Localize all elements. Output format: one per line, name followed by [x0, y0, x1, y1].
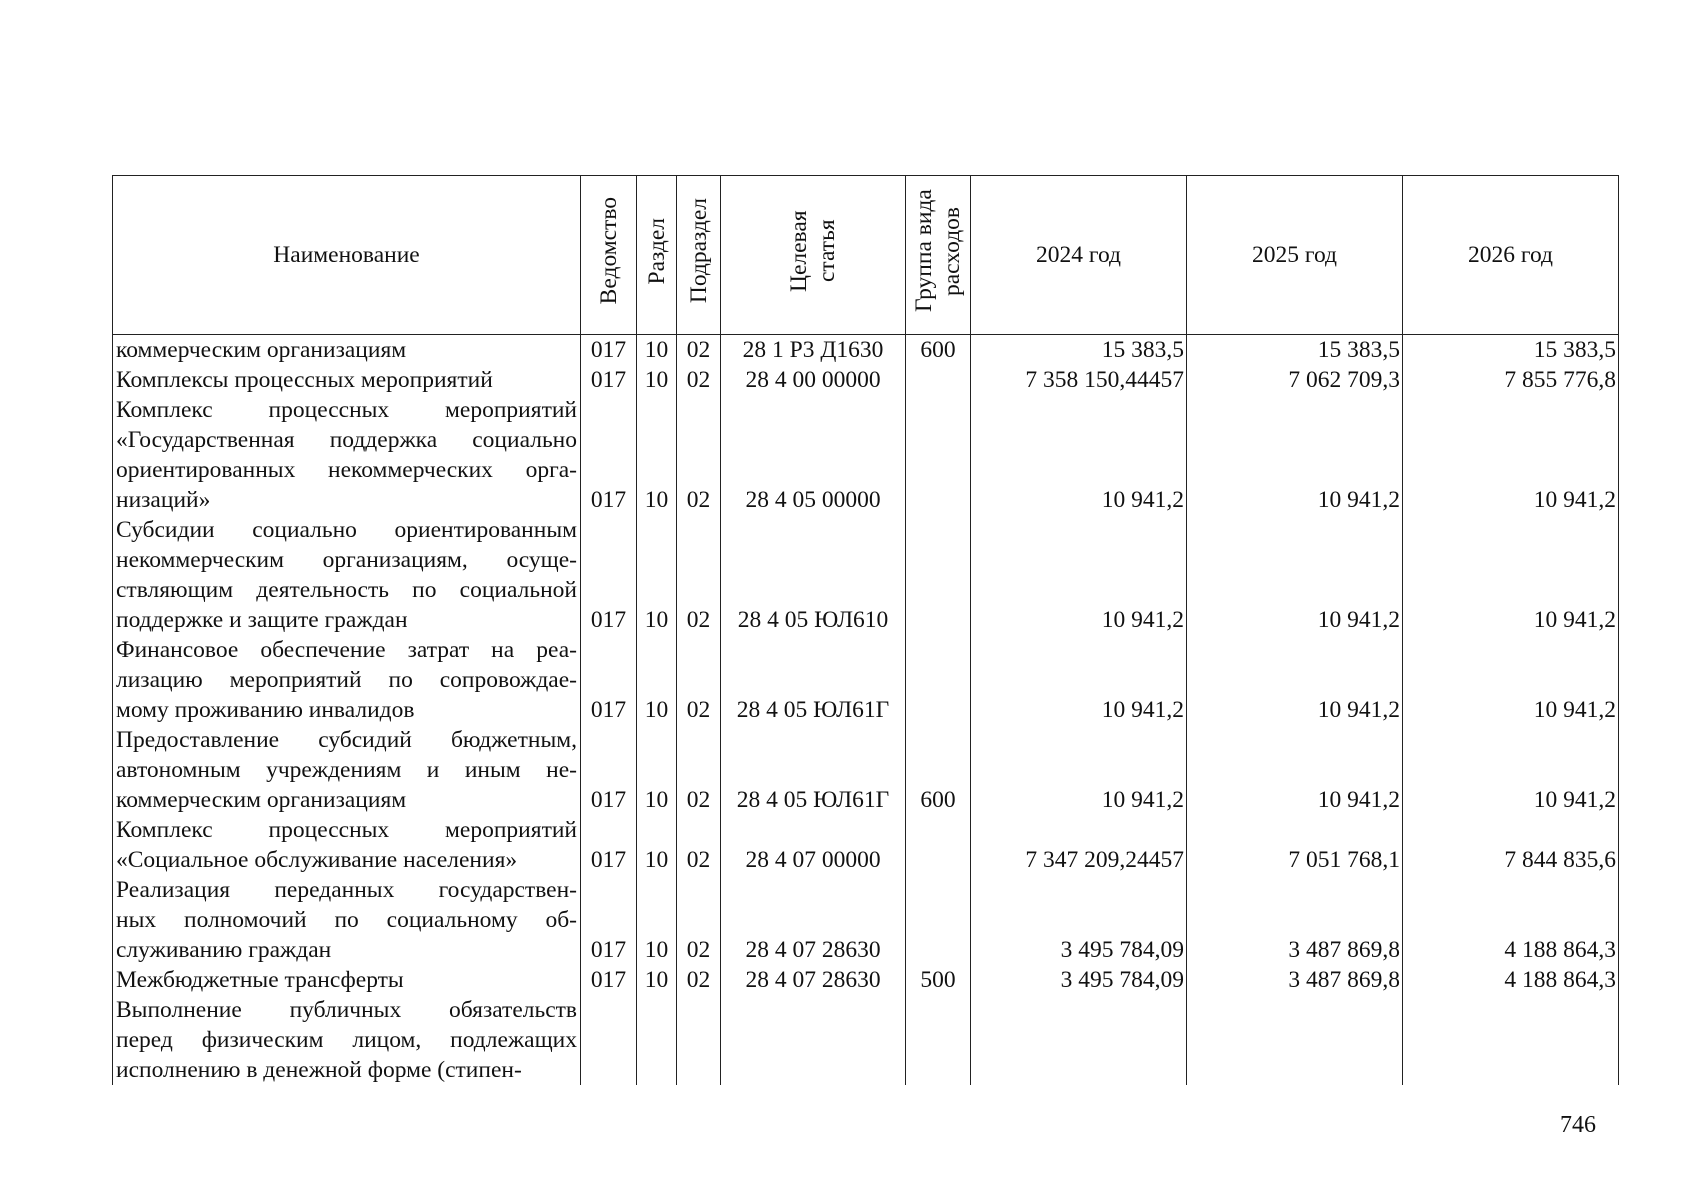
- cell-2026: 7 844 835,6: [1403, 815, 1619, 875]
- cell-2025: 10 941,2: [1187, 515, 1403, 635]
- cell-podrazdel: [677, 995, 721, 1085]
- cell-2025: 10 941,2: [1187, 635, 1403, 725]
- cell-razdel: 10: [637, 725, 677, 815]
- cell-tselevaya-statya: 28 4 05 ЮЛ610: [721, 515, 906, 635]
- cell-2024: 15 383,5: [971, 335, 1187, 366]
- cell-gruppa-vida-raskhodov: [906, 395, 971, 515]
- cell-2026: 10 941,2: [1403, 515, 1619, 635]
- cell-gruppa-vida-raskhodov: [906, 635, 971, 725]
- cell-2024: 10 941,2: [971, 515, 1187, 635]
- cell-2024: [971, 995, 1187, 1085]
- cell-2024: 10 941,2: [971, 725, 1187, 815]
- cell-gruppa-vida-raskhodov: [906, 815, 971, 875]
- cell-podrazdel: 02: [677, 365, 721, 395]
- cell-tselevaya-statya: 28 4 00 00000: [721, 365, 906, 395]
- table-row: [113, 335, 1619, 366]
- cell-gruppa-vida-raskhodov: [906, 875, 971, 965]
- cell-razdel: 10: [637, 335, 677, 366]
- cell-2025: 3 487 869,8: [1187, 965, 1403, 995]
- cell-razdel: 10: [637, 395, 677, 515]
- cell-gruppa-vida-raskhodov: [906, 515, 971, 635]
- cell-gruppa-vida-raskhodov: 500: [906, 965, 971, 995]
- cell-vedomstvo: 017: [581, 635, 637, 725]
- cell-gruppa-vida-raskhodov: 600: [906, 725, 971, 815]
- cell-tselevaya-statya: 28 4 07 00000: [721, 815, 906, 875]
- cell-podrazdel: 02: [677, 635, 721, 725]
- cell-name: Субсидии социально ориентированным некоммерческим организациям, осуще- ствляющим деятельность по социальной поддержке и защите граждан: [113, 515, 581, 635]
- cell-2025: 10 941,2: [1187, 395, 1403, 515]
- cell-tselevaya-statya: 28 4 07 28630: [721, 875, 906, 965]
- cell-2025: 7 051 768,1: [1187, 815, 1403, 875]
- cell-2026: 4 188 864,3: [1403, 965, 1619, 995]
- header-2026: 2026 год: [1403, 176, 1619, 335]
- cell-gruppa-vida-raskhodov: 600: [906, 335, 971, 366]
- cell-podrazdel: 02: [677, 395, 721, 515]
- cell-2025: 3 487 869,8: [1187, 875, 1403, 965]
- page-number: 746: [1560, 1112, 1596, 1138]
- cell-name: коммерческим организациям: [113, 335, 581, 366]
- cell-razdel: 10: [637, 875, 677, 965]
- cell-2026: 4 188 864,3: [1403, 875, 1619, 965]
- cell-vedomstvo: 017: [581, 965, 637, 995]
- header-2024: 2024 год: [971, 176, 1187, 335]
- header-name: Наименование: [113, 176, 581, 335]
- header-2025: 2025 год: [1187, 176, 1403, 335]
- cell-2024: 10 941,2: [971, 635, 1187, 725]
- cell-vedomstvo: 017: [581, 725, 637, 815]
- table-row: [113, 515, 1619, 635]
- table-row: [113, 995, 1619, 1085]
- cell-gruppa-vida-raskhodov: [906, 365, 971, 395]
- table-row: [113, 365, 1619, 395]
- cell-2025: 15 383,5: [1187, 335, 1403, 366]
- cell-2025: 10 941,2: [1187, 725, 1403, 815]
- header-razdel: Раздел: [637, 176, 677, 335]
- cell-podrazdel: 02: [677, 515, 721, 635]
- table-header-row: [113, 176, 1619, 335]
- cell-2025: [1187, 995, 1403, 1085]
- cell-2026: 10 941,2: [1403, 725, 1619, 815]
- cell-vedomstvo: 017: [581, 515, 637, 635]
- cell-name: Предоставление субсидий бюджетным, автономным учреждениям и иным не- коммерческим организациям: [113, 725, 581, 815]
- cell-vedomstvo: 017: [581, 395, 637, 515]
- cell-vedomstvo: 017: [581, 815, 637, 875]
- cell-2026: 10 941,2: [1403, 395, 1619, 515]
- cell-tselevaya-statya: 28 4 05 00000: [721, 395, 906, 515]
- cell-podrazdel: 02: [677, 725, 721, 815]
- cell-2026: [1403, 995, 1619, 1085]
- table-row: [113, 725, 1619, 815]
- table-row: [113, 395, 1619, 515]
- cell-name: Комплекс процессных мероприятий «Государственная поддержка социально ориентированных некоммерческих орга- низаций»: [113, 395, 581, 515]
- header-vedomstvo: Ведомство: [581, 176, 637, 335]
- cell-2026: 10 941,2: [1403, 635, 1619, 725]
- cell-name: Выполнение публичных обязательств перед физическим лицом, подлежащих исполнению в денежной форме (стипен-: [113, 995, 581, 1085]
- cell-razdel: 10: [637, 515, 677, 635]
- cell-vedomstvo: 017: [581, 365, 637, 395]
- header-gruppa-vida-raskhodov: Группа вида расходов: [906, 176, 971, 335]
- cell-2024: 3 495 784,09: [971, 875, 1187, 965]
- cell-2024: 7 347 209,24457: [971, 815, 1187, 875]
- cell-razdel: 10: [637, 965, 677, 995]
- cell-razdel: 10: [637, 365, 677, 395]
- cell-2024: 7 358 150,44457: [971, 365, 1187, 395]
- cell-vedomstvo: 017: [581, 875, 637, 965]
- cell-name: Финансовое обеспечение затрат на реа- лизацию мероприятий по сопровождае- мому проживанию инвалидов: [113, 635, 581, 725]
- cell-tselevaya-statya: 28 4 07 28630: [721, 965, 906, 995]
- cell-name: Межбюджетные трансферты: [113, 965, 581, 995]
- cell-podrazdel: 02: [677, 815, 721, 875]
- table-row: [113, 875, 1619, 965]
- cell-podrazdel: 02: [677, 965, 721, 995]
- budget-table: [112, 175, 1619, 1085]
- cell-2025: 7 062 709,3: [1187, 365, 1403, 395]
- cell-razdel: 10: [637, 635, 677, 725]
- table-row: [113, 965, 1619, 995]
- cell-razdel: [637, 995, 677, 1085]
- cell-tselevaya-statya: 28 1 Р3 Д1630: [721, 335, 906, 366]
- header-podrazdel: Подраздел: [677, 176, 721, 335]
- cell-tselevaya-statya: 28 4 05 ЮЛ61Г: [721, 635, 906, 725]
- cell-podrazdel: 02: [677, 875, 721, 965]
- cell-vedomstvo: 017: [581, 335, 637, 366]
- cell-name: Реализация переданных государствен- ных полномочий по социальному об- служиванию граждан: [113, 875, 581, 965]
- cell-2024: 3 495 784,09: [971, 965, 1187, 995]
- cell-2026: 7 855 776,8: [1403, 365, 1619, 395]
- cell-tselevaya-statya: [721, 995, 906, 1085]
- table-row: [113, 815, 1619, 875]
- cell-vedomstvo: [581, 995, 637, 1085]
- header-tselevaya-statya: Целевая статья: [721, 176, 906, 335]
- table-row: [113, 635, 1619, 725]
- cell-2026: 15 383,5: [1403, 335, 1619, 366]
- cell-podrazdel: 02: [677, 335, 721, 366]
- cell-2024: 10 941,2: [971, 395, 1187, 515]
- cell-razdel: 10: [637, 815, 677, 875]
- cell-name: Комплексы процессных мероприятий: [113, 365, 581, 395]
- cell-name: Комплекс процессных мероприятий «Социальное обслуживание населения»: [113, 815, 581, 875]
- cell-gruppa-vida-raskhodov: [906, 995, 971, 1085]
- cell-tselevaya-statya: 28 4 05 ЮЛ61Г: [721, 725, 906, 815]
